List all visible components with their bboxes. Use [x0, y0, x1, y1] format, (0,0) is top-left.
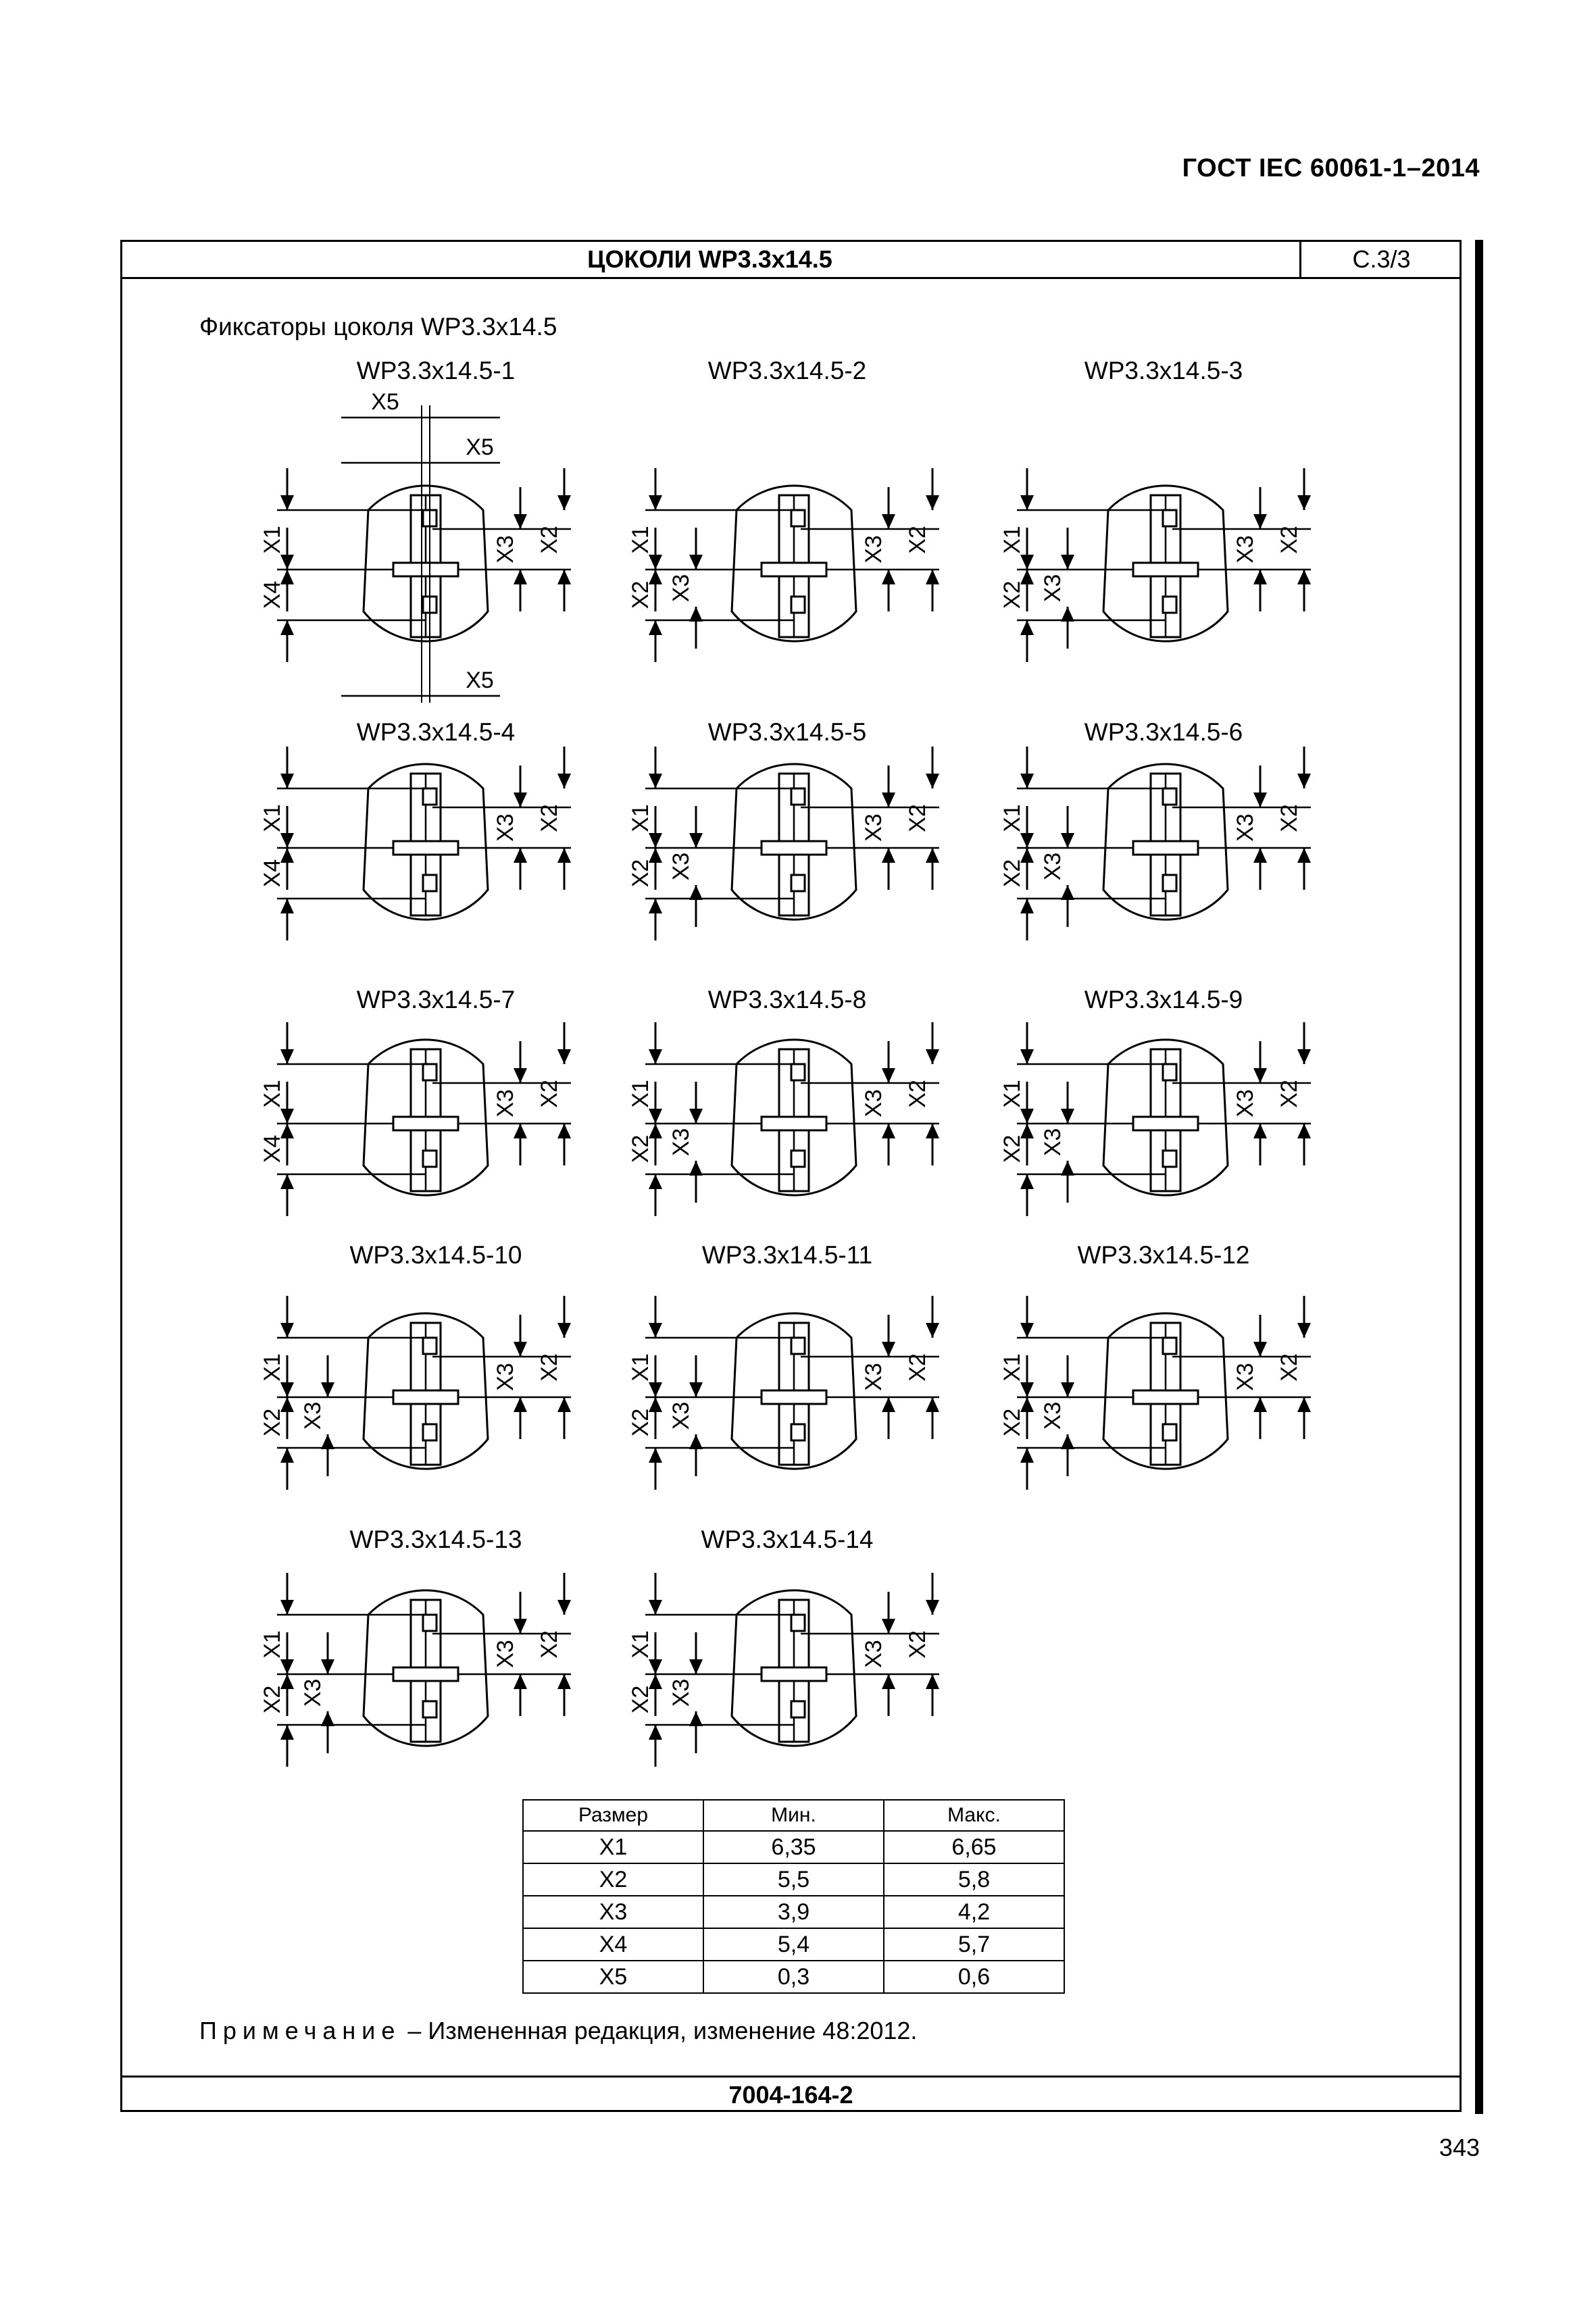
table-header-cell: Мин. [703, 1800, 884, 1831]
dimension-arrowhead [280, 1049, 294, 1064]
dimension-label-x2: X2 [536, 1353, 562, 1382]
dimension-arrowhead [557, 570, 571, 584]
dimension-arrowhead [514, 1674, 527, 1689]
note-prefix: Примечание [199, 2017, 401, 2044]
table-row [523, 1896, 1064, 1928]
dimension-label-x3: X3 [1039, 574, 1066, 603]
dimension-arrowhead [649, 1109, 662, 1124]
base-pin [393, 1390, 458, 1404]
table-cell: X1 [523, 1831, 703, 1863]
retainer-lug [423, 1338, 437, 1354]
note-text: – Измененная редакция, изменение 48:2012. [401, 2017, 918, 2044]
dimension-arrowhead [1253, 1397, 1267, 1412]
dimension-arrowhead [280, 1382, 294, 1397]
retainer-lug [423, 875, 437, 891]
dimension-label-x1: X1 [999, 804, 1025, 832]
dimension-arrowhead [1297, 1049, 1311, 1064]
dimension-label-x2: X2 [627, 1685, 653, 1714]
dimension-arrowhead [280, 1323, 294, 1338]
dimension-arrowhead [1020, 774, 1034, 788]
dimension-arrowhead [280, 1600, 294, 1615]
sheet-number: С.3/3 [1352, 245, 1411, 273]
diagram-label-12: WP3.3x14.5-12 [1077, 1241, 1250, 1269]
table-header-cell: Макс. [884, 1800, 1064, 1831]
retainer-drawing-5 [628, 747, 939, 940]
dimension-arrowhead [926, 1124, 939, 1138]
dimension-label-x3: X3 [1232, 535, 1258, 563]
dimension-arrowhead [1061, 607, 1074, 622]
dimension-label-x3: X3 [860, 1363, 887, 1391]
dimension-arrowhead [557, 1600, 571, 1615]
dimension-label-x2: X2 [904, 1630, 930, 1659]
dimension-arrowhead [557, 774, 571, 788]
dimension-arrowhead [514, 848, 527, 863]
diagram-label-10: WP3.3x14.5-10 [349, 1241, 522, 1269]
retainer-lug [423, 1151, 437, 1167]
dimension-label-x2: X2 [1276, 804, 1302, 832]
dimension-arrowhead [514, 1124, 527, 1138]
dimension-arrowhead [280, 899, 294, 913]
table-cell: X2 [523, 1863, 703, 1896]
dimension-arrowhead [1297, 774, 1311, 788]
standard-designation: ГОСТ IEC 60061-1–2014 [1182, 154, 1480, 182]
dimension-label-x3: X3 [1039, 1401, 1066, 1430]
dimension-arrowhead [649, 1174, 662, 1189]
sheet-code: 7004-164-2 [728, 2081, 853, 2109]
retainer-lug [791, 1338, 805, 1354]
retainer-drawing-9 [999, 1022, 1311, 1216]
diagram-label-3: WP3.3x14.5-3 [1084, 357, 1243, 384]
dimension-arrowhead [1061, 1161, 1074, 1176]
dimension-arrowhead [557, 1124, 571, 1138]
note [199, 2017, 917, 2045]
retainer-drawing-12 [999, 1296, 1311, 1490]
dimension-label-x1: X1 [259, 1080, 285, 1108]
dimension-arrowhead [882, 848, 895, 863]
table-cell: 4,2 [884, 1896, 1064, 1928]
table-row [523, 1863, 1064, 1896]
diagram-label-8: WP3.3x14.5-8 [707, 986, 867, 1013]
dimension-arrowhead [1020, 495, 1034, 510]
dimension-arrowhead [689, 1434, 703, 1449]
dimension-arrowhead [926, 1674, 939, 1689]
dimension-label-x2: X2 [627, 859, 653, 888]
dimension-arrowhead [689, 1109, 703, 1124]
dimension-arrowhead [280, 1109, 294, 1124]
dimension-label-x2: X2 [999, 580, 1025, 609]
retainer-lug [1163, 1151, 1176, 1167]
dimension-label-x2: X2 [1276, 1080, 1302, 1108]
table-cell: X4 [523, 1928, 703, 1961]
dimension-arrowhead [926, 1397, 939, 1412]
dimension-arrowhead [1297, 570, 1311, 584]
dimension-label-x3: X3 [668, 574, 694, 603]
diagram-label-1: WP3.3x14.5-1 [356, 357, 516, 384]
dimension-arrowhead [1061, 1382, 1074, 1397]
dimension-label-x3: X3 [1039, 852, 1066, 881]
dimension-label-x2: X2 [1276, 526, 1302, 554]
dimension-arrowhead [689, 1659, 703, 1674]
dimension-arrowhead [280, 1725, 294, 1740]
dimension-arrowhead [882, 1619, 895, 1634]
dimension-arrowhead [321, 1382, 334, 1397]
table-cell: 6,65 [884, 1831, 1064, 1863]
dimension-arrowhead [1297, 1323, 1311, 1338]
dimension-arrowhead [926, 495, 939, 510]
base-pin [762, 841, 826, 855]
dimension-arrowhead [689, 607, 703, 622]
dimension-arrowhead [649, 1659, 662, 1674]
dimension-label-x2: X2 [536, 1630, 562, 1659]
dimension-arrowhead [1020, 1109, 1034, 1124]
base-pin [762, 563, 826, 576]
table-cell: 5,7 [884, 1928, 1064, 1961]
retainer-lug [791, 597, 805, 613]
retainer-drawing-7 [259, 1022, 571, 1216]
retainer-drawing-4 [259, 747, 571, 940]
dimension-arrowhead [280, 495, 294, 510]
dimension-arrowhead [514, 1068, 527, 1083]
dimension-arrowhead [1061, 555, 1074, 570]
dimension-arrowhead [649, 1725, 662, 1740]
retainer-lug [1163, 1064, 1176, 1080]
retainer-lug [1163, 510, 1176, 526]
dimension-arrowhead [321, 1434, 334, 1449]
dimension-arrowhead [514, 1397, 527, 1412]
dimension-arrowhead [649, 555, 662, 570]
dimension-arrowhead [321, 1711, 334, 1726]
dimension-arrowhead [280, 620, 294, 635]
dimension-label-x3: X3 [492, 813, 518, 842]
dimension-arrowhead [649, 495, 662, 510]
dimension-label-x2: X2 [999, 1134, 1025, 1163]
dimension-label-x2: X2 [1276, 1353, 1302, 1382]
dimension-arrowhead [882, 1342, 895, 1357]
dimension-label-x3: X3 [492, 1089, 518, 1117]
diagram-label-11: WP3.3x14.5-11 [701, 1241, 873, 1269]
dimension-label-x1: X1 [999, 526, 1025, 554]
dimension-arrowhead [926, 1600, 939, 1615]
dimension-arrowhead [689, 885, 703, 900]
dimension-label-x3: X3 [668, 1678, 694, 1707]
dimension-arrowhead [557, 848, 571, 863]
diagram-label-2: WP3.3x14.5-2 [707, 357, 867, 384]
dimension-arrowhead [514, 1342, 527, 1357]
dimension-arrowhead [1297, 1124, 1311, 1138]
retainer-lug [791, 1151, 805, 1167]
diagram-label-14: WP3.3x14.5-14 [701, 1526, 874, 1553]
dimension-arrowhead [514, 570, 527, 584]
dimension-arrowhead [689, 1382, 703, 1397]
dimension-arrowhead [926, 848, 939, 863]
dimension-label-x2: X2 [904, 526, 930, 554]
dimension-arrowhead [1020, 1323, 1034, 1338]
dimension-arrowhead [1253, 1068, 1267, 1083]
base-pin [1133, 1117, 1198, 1130]
dimension-arrowhead [926, 774, 939, 788]
dimension-arrowhead [649, 774, 662, 788]
dimension-arrowhead [649, 620, 662, 635]
dimension-arrowhead [1297, 848, 1311, 863]
sheet-title: ЦОКОЛИ WP3.3x14.5 [587, 245, 832, 273]
dimension-arrowhead [689, 555, 703, 570]
dimension-label-x4: X4 [259, 580, 285, 609]
table-cell: 0,6 [884, 1961, 1064, 1993]
dimension-arrowhead [649, 899, 662, 913]
dimension-arrowhead [926, 1323, 939, 1338]
dimension-label-x2: X2 [259, 1685, 285, 1714]
base-pin [393, 1117, 458, 1130]
dimension-arrowhead [649, 1448, 662, 1463]
retainer-lug [791, 1615, 805, 1631]
dimension-label-x1: X1 [627, 804, 653, 832]
dimension-label-x1: X1 [627, 1630, 653, 1659]
retainer-lug [1163, 788, 1176, 805]
dimension-label-x1: X1 [259, 1630, 285, 1659]
dimension-label-x3: X3 [1232, 1089, 1258, 1117]
table-cell: 5,5 [703, 1863, 884, 1896]
table-header-row [523, 1800, 1064, 1831]
retainer-lug [1163, 875, 1176, 891]
dimension-label-x2: X2 [536, 526, 562, 554]
dimension-arrowhead [321, 1659, 334, 1674]
base-pin [393, 841, 458, 855]
dimension-arrowhead [689, 833, 703, 848]
table-row [523, 1928, 1064, 1961]
dimension-arrowhead [280, 555, 294, 570]
dimension-arrowhead [280, 1448, 294, 1463]
dimension-arrowhead [1297, 1397, 1311, 1412]
section-subtitle: Фиксаторы цоколя WP3.3x14.5 [199, 313, 557, 341]
table-cell: 6,35 [703, 1831, 884, 1863]
dimension-arrowhead [1020, 1382, 1034, 1397]
dimension-label-x3: X3 [860, 813, 887, 842]
retainer-drawing-10 [259, 1296, 571, 1490]
diagram-label-5: WP3.3x14.5-5 [707, 718, 867, 746]
dimension-arrowhead [1020, 1049, 1034, 1064]
dimension-arrowhead [1020, 899, 1034, 913]
dimension-arrowhead [557, 495, 571, 510]
retainer-lug [423, 1615, 437, 1631]
dimension-label-x3: X3 [299, 1401, 326, 1430]
diagram-label-13: WP3.3x14.5-13 [349, 1526, 522, 1553]
dimension-arrowhead [1297, 495, 1311, 510]
retainer-lug [1163, 1338, 1176, 1354]
table-header-cell: Размер [523, 1800, 703, 1831]
retainer-lug [423, 1424, 437, 1440]
dimension-arrowhead [689, 1711, 703, 1726]
retainer-drawing-13 [259, 1573, 571, 1767]
dimension-arrowhead [1061, 833, 1074, 848]
dimension-arrowhead [1020, 620, 1034, 635]
base-pin [762, 1390, 826, 1404]
retainer-drawing-3 [999, 468, 1311, 662]
dimension-label-x1: X1 [999, 1080, 1025, 1108]
dimension-label-x3: X3 [492, 535, 518, 563]
dimension-arrowhead [649, 833, 662, 848]
dimension-label-x5: X5 [466, 668, 494, 693]
dimension-arrowhead [882, 1068, 895, 1083]
dimension-label-x3: X3 [860, 1089, 887, 1117]
dimension-arrowhead [1020, 1448, 1034, 1463]
dimensions-table [522, 1799, 1065, 1994]
retainer-lug [791, 1701, 805, 1717]
dimension-label-x3: X3 [1232, 1363, 1258, 1391]
table-cell: X5 [523, 1961, 703, 1993]
dimension-label-x3: X3 [668, 852, 694, 881]
retainer-lug [791, 875, 805, 891]
base-pin [762, 1117, 826, 1130]
dimension-arrowhead [557, 1049, 571, 1064]
dimension-arrowhead [1253, 570, 1267, 584]
dimension-label-x1: X1 [627, 1353, 653, 1382]
dimension-arrowhead [926, 570, 939, 584]
diagram-label-7: WP3.3x14.5-7 [356, 986, 516, 1013]
dimension-label-x3: X3 [860, 1640, 887, 1668]
dimension-label-x1: X1 [627, 1080, 653, 1108]
dimension-arrowhead [882, 1397, 895, 1412]
dimension-arrowhead [649, 1049, 662, 1064]
dimension-label-x2: X2 [627, 580, 653, 609]
dimension-label-x1: X1 [259, 526, 285, 554]
dimension-arrowhead [557, 1397, 571, 1412]
dimension-label-x1: X1 [259, 804, 285, 832]
dimension-label-x2: X2 [536, 804, 562, 832]
dimension-arrowhead [1061, 885, 1074, 900]
retainer-lug [423, 1701, 437, 1717]
retainer-lug [1163, 597, 1176, 613]
dimension-arrowhead [882, 570, 895, 584]
dimension-label-x4: X4 [259, 1134, 285, 1163]
retainer-drawing-8 [628, 1022, 939, 1216]
dimension-label-x5: X5 [371, 389, 399, 415]
table-cell: 0,3 [703, 1961, 884, 1993]
retainer-lug [1163, 1424, 1176, 1440]
table-cell: 5,4 [703, 1928, 884, 1961]
dimension-label-x2: X2 [904, 1353, 930, 1382]
base-pin [1133, 563, 1198, 576]
dimension-arrowhead [514, 514, 527, 529]
retainer-drawing-2 [628, 468, 939, 662]
dimension-arrowhead [1253, 1342, 1267, 1357]
table-row [523, 1831, 1064, 1863]
dimension-arrowhead [689, 1161, 703, 1176]
dimension-arrowhead [882, 514, 895, 529]
retainer-drawing-1 [259, 389, 571, 703]
dimension-label-x4: X4 [259, 859, 285, 888]
dimension-arrowhead [882, 793, 895, 807]
table-cell: X3 [523, 1896, 703, 1928]
dimension-label-x2: X2 [904, 804, 930, 832]
table-cell: 5,8 [884, 1863, 1064, 1896]
dimension-label-x2: X2 [536, 1080, 562, 1108]
dimension-label-x3: X3 [668, 1401, 694, 1430]
dimension-arrowhead [280, 833, 294, 848]
dimension-arrowhead [1020, 555, 1034, 570]
dimension-arrowhead [926, 1049, 939, 1064]
table-row [523, 1961, 1064, 1993]
dimension-label-x3: X3 [299, 1678, 326, 1707]
retainer-drawing-6 [999, 747, 1311, 940]
dimension-label-x5: X5 [466, 434, 494, 460]
dimension-arrowhead [514, 1619, 527, 1634]
retainer-lug [423, 788, 437, 805]
dimension-label-x1: X1 [627, 526, 653, 554]
dimension-arrowhead [1253, 1124, 1267, 1138]
retainer-drawing-14 [628, 1573, 939, 1767]
dimension-arrowhead [649, 1600, 662, 1615]
retainer-lug [423, 1064, 437, 1080]
dimension-arrowhead [1061, 1109, 1074, 1124]
retainer-lug [791, 1424, 805, 1440]
dimension-arrowhead [882, 1124, 895, 1138]
page-number: 343 [1439, 2134, 1480, 2161]
dimension-label-x2: X2 [627, 1408, 653, 1437]
dimension-label-x3: X3 [1039, 1128, 1066, 1157]
dimension-arrowhead [1253, 793, 1267, 807]
base-pin [1133, 1390, 1198, 1404]
dimension-label-x3: X3 [860, 535, 887, 563]
dimension-label-x2: X2 [999, 859, 1025, 888]
dimension-arrowhead [649, 1323, 662, 1338]
dimension-label-x2: X2 [627, 1134, 653, 1163]
retainer-drawing-11 [628, 1296, 939, 1490]
diagram-label-6: WP3.3x14.5-6 [1084, 718, 1243, 746]
dimension-arrowhead [1253, 848, 1267, 863]
table-cell: 3,9 [703, 1896, 884, 1928]
dimension-arrowhead [514, 793, 527, 807]
dimension-label-x3: X3 [492, 1640, 518, 1668]
base-pin [762, 1667, 826, 1681]
base-pin [1133, 841, 1198, 855]
retainer-lug [791, 788, 805, 805]
dimension-arrowhead [280, 1174, 294, 1189]
dimension-label-x2: X2 [999, 1408, 1025, 1437]
dimension-label-x2: X2 [259, 1408, 285, 1437]
retainer-lug [791, 510, 805, 526]
dimension-arrowhead [1020, 833, 1034, 848]
dimension-label-x1: X1 [259, 1353, 285, 1382]
dimension-arrowhead [1253, 514, 1267, 529]
dimension-arrowhead [557, 1674, 571, 1689]
dimension-arrowhead [280, 774, 294, 788]
base-pin [393, 563, 458, 576]
diagram-label-9: WP3.3x14.5-9 [1084, 986, 1243, 1013]
base-pin [393, 1667, 458, 1681]
dimension-arrowhead [280, 1659, 294, 1674]
dimension-label-x3: X3 [1232, 813, 1258, 842]
dimension-arrowhead [1061, 1434, 1074, 1449]
dimension-label-x1: X1 [999, 1353, 1025, 1382]
dimension-label-x3: X3 [492, 1363, 518, 1391]
dimension-arrowhead [882, 1674, 895, 1689]
dimension-arrowhead [1020, 1174, 1034, 1189]
dimension-label-x2: X2 [904, 1080, 930, 1108]
dimension-label-x3: X3 [668, 1128, 694, 1157]
dimension-arrowhead [557, 1323, 571, 1338]
dimension-arrowhead [649, 1382, 662, 1397]
retainer-lug [791, 1064, 805, 1080]
diagram-label-4: WP3.3x14.5-4 [356, 718, 516, 746]
